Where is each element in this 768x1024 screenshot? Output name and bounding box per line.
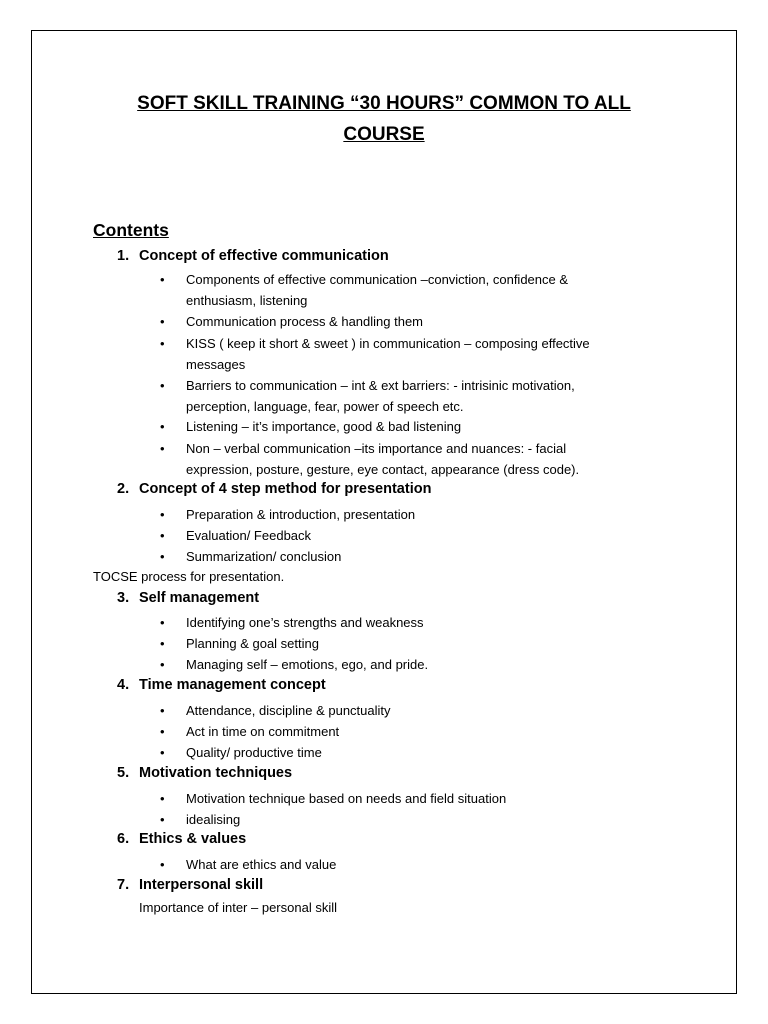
contents-heading: Contents xyxy=(93,220,169,240)
bullet-icon: • xyxy=(160,549,165,564)
bullet-icon: • xyxy=(160,441,165,456)
bullet-icon: • xyxy=(160,528,165,543)
section-4-heading xyxy=(117,677,326,693)
bullet-icon: • xyxy=(160,636,165,651)
section-number: 3. xyxy=(117,590,130,606)
bullet-icon: • xyxy=(160,703,165,718)
tocse-note: TOCSE process for presentation. xyxy=(93,569,285,584)
section-number: 6. xyxy=(117,831,130,847)
section-number: 7. xyxy=(117,877,130,893)
section-7-heading xyxy=(117,877,263,893)
bullet-icon: • xyxy=(160,812,165,827)
bullet-icon: • xyxy=(160,791,165,806)
bullet-icon: • xyxy=(160,657,165,672)
bullet-icon: • xyxy=(160,724,165,739)
section-2-heading xyxy=(117,481,431,497)
bullet-icon: • xyxy=(160,419,165,434)
section-title: Concept of effective communication xyxy=(139,248,389,264)
section-title: Concept of 4 step method for presentation xyxy=(139,481,432,497)
section-3-heading xyxy=(117,590,259,606)
section-title: Interpersonal skill xyxy=(139,877,264,893)
section-number: 2. xyxy=(117,481,130,497)
section-number: 1. xyxy=(117,248,130,264)
bullet-icon: • xyxy=(160,615,165,630)
section-title: Motivation techniques xyxy=(139,765,293,781)
section-5-heading xyxy=(117,765,292,781)
bullet-icon: • xyxy=(160,336,165,351)
title-line-2: COURSE xyxy=(343,124,425,145)
document-title xyxy=(31,88,737,150)
section-1-heading xyxy=(117,248,389,264)
title-line-1: SOFT SKILL TRAINING “30 HOURS” COMMON TO ALL xyxy=(137,93,631,114)
section-title: Time management concept xyxy=(139,677,326,693)
bullet-icon: • xyxy=(160,745,165,760)
bullet-icon: • xyxy=(160,272,165,287)
section-number: 4. xyxy=(117,677,130,693)
section-6-heading xyxy=(117,831,246,847)
bullet-icon: • xyxy=(160,314,165,329)
bullet-icon: • xyxy=(160,857,165,872)
bullet-icon: • xyxy=(160,507,165,522)
section-title: Ethics & values xyxy=(139,831,247,847)
section-number: 5. xyxy=(117,765,130,781)
interpersonal-note: Importance of inter – personal skill xyxy=(139,900,337,915)
section-title: Self management xyxy=(139,590,260,606)
bullet-icon: • xyxy=(160,378,165,393)
